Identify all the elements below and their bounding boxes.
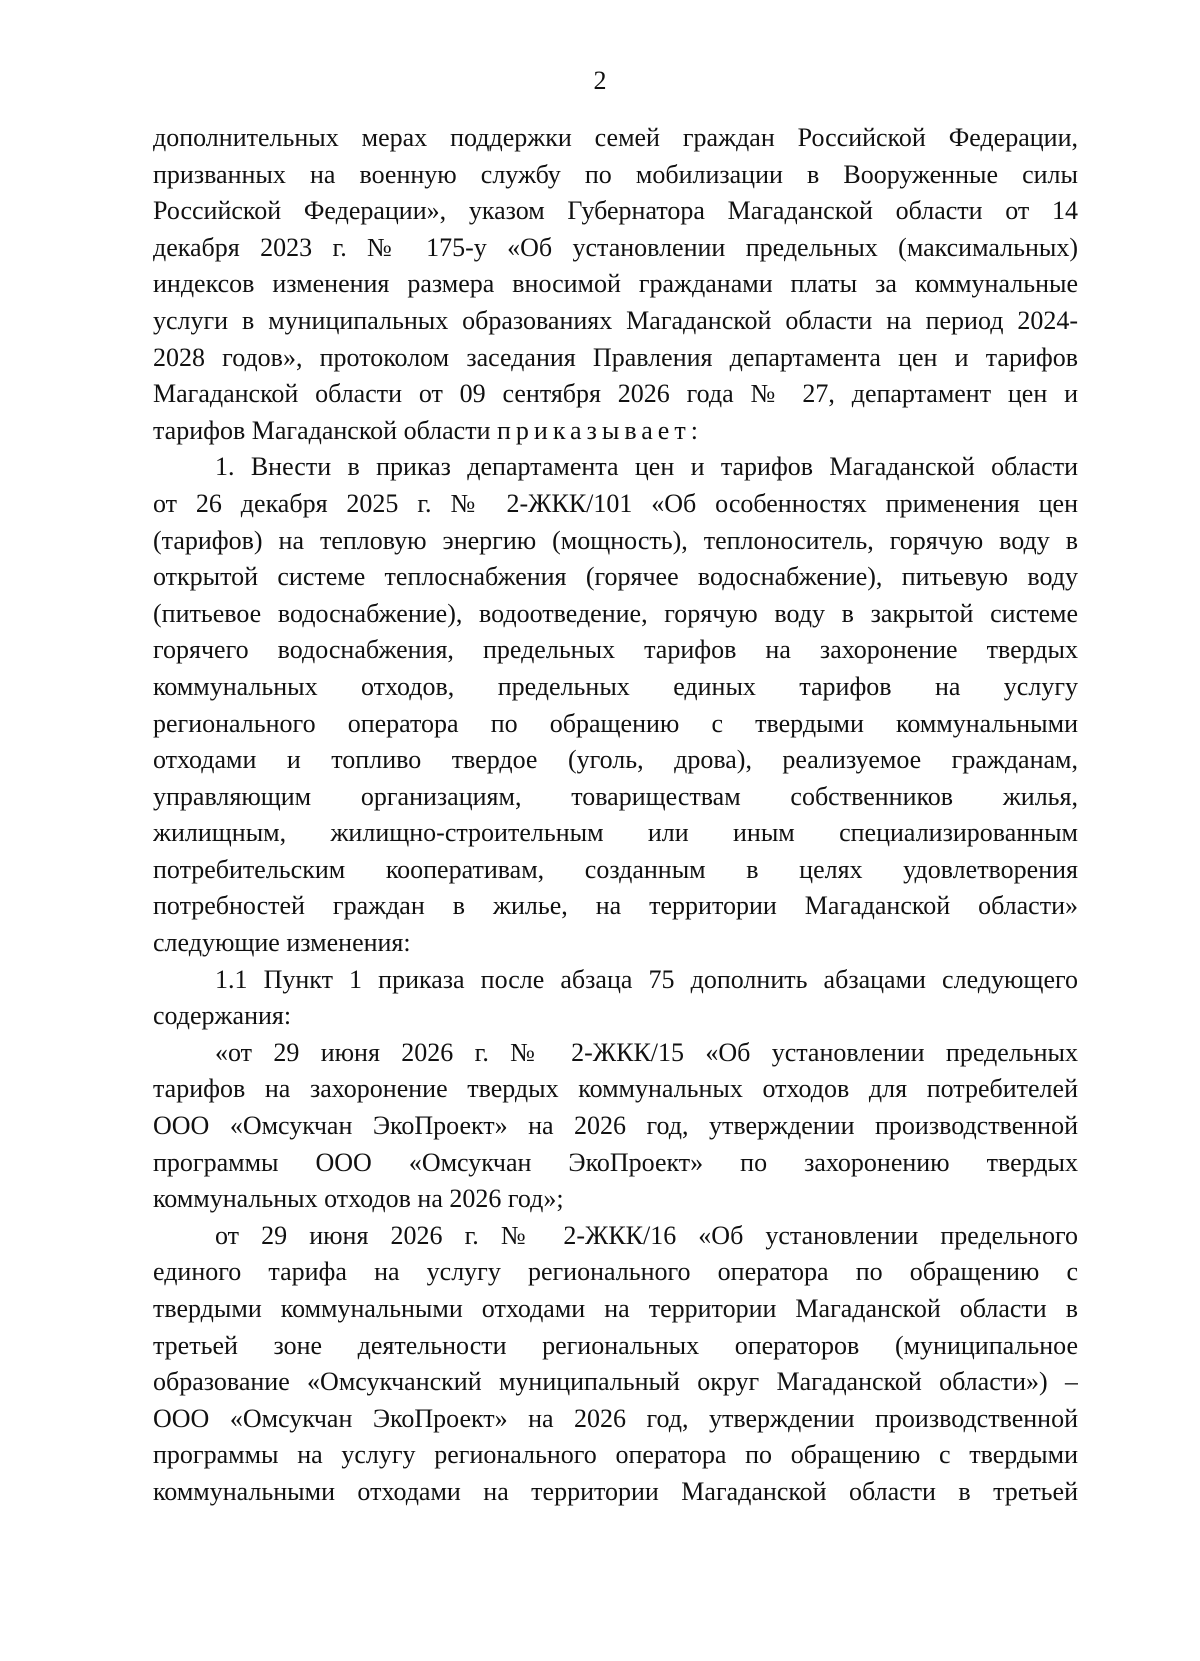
text-line: потребительским кооперативам, созданным в целях удовлетворения <box>153 854 1078 884</box>
text-line: третьей зоне деятельности региональных операторов (муниципальное <box>153 1330 1078 1360</box>
page-number: 2 <box>593 66 607 95</box>
text-line: открытой системе теплоснабжения (горячее водоснабжение), питьевую воду <box>153 562 1078 592</box>
text-line: от 26 декабря 2025 г. № 2-ЖКК/101 «Об особенностях применения цен <box>153 488 1078 518</box>
text-line: коммунальных отходов, предельных единых тарифов на услугу <box>153 671 1078 701</box>
text-line: (тарифов) на тепловую энергию (мощность), теплоноситель, горячую воду в <box>153 525 1078 555</box>
text-line: ООО «Омсукчан ЭкоПроект» на 2026 год, утверждении производственной <box>153 1111 1078 1141</box>
text-line: дополнительных мерах поддержки семей граждан Российской Федерации, <box>153 123 1078 152</box>
text-line: (питьевое водоснабжение), водоотведение, горячую воду в закрытой системе <box>153 598 1078 628</box>
text-line: содержания: <box>153 1001 292 1031</box>
text-line: горячего водоснабжения, предельных тарифов на захоронение твердых <box>153 635 1078 665</box>
text-line: услуги в муниципальных образованиях Магаданской области на период 2024- <box>153 305 1078 335</box>
text-line: отходами и топливо твердое (уголь, дрова), реализуемое гражданам, <box>153 745 1078 775</box>
text-line: от 29 июня 2026 г. № 2-ЖКК/16 «Об установлении предельного <box>215 1220 1078 1250</box>
text-line: коммунальных отходов на 2026 год»; <box>153 1184 564 1214</box>
text-line: единого тарифа на услугу регионального оператора по обращению с <box>153 1257 1078 1287</box>
text-line: декабря 2023 г. № 175-у «Об установлении предельных (максимальных) <box>153 232 1078 262</box>
text-line: программы ООО «Омсукчан ЭкоПроект» по захоронению твердых <box>153 1147 1078 1177</box>
text-line: Магаданской области от 09 сентября 2026 года № 27, департамент цен и <box>153 379 1078 409</box>
text-line: 1.1 Пункт 1 приказа после абзаца 75 дополнить абзацами следующего <box>215 964 1078 994</box>
text-line: программы на услугу регионального оператора по обращению с твердыми <box>153 1440 1078 1470</box>
text-line: индексов изменения размера вносимой гражданами платы за коммунальные <box>153 269 1078 299</box>
text-line: Российской Федерации», указом Губернатора Магаданской области от 14 <box>153 196 1078 226</box>
text-line: потребностей граждан в жилье, на территории Магаданской области» <box>153 891 1078 921</box>
text-line: управляющим организациям, товариществам собственников жилья, <box>153 781 1078 811</box>
document-body <box>153 120 1078 1511</box>
text-line: коммунальными отходами на территории Магаданской области в третьей <box>153 1476 1078 1506</box>
text-line <box>153 413 1078 450</box>
text-line: следующие изменения: <box>153 928 411 958</box>
text-line: 2028 годов», протоколом заседания Правления департамента цен и тарифов <box>153 342 1078 372</box>
text-line: «от 29 июня 2026 г. № 2-ЖКК/15 «Об установлении предельных <box>215 1037 1078 1067</box>
text-line: тарифов на захоронение твердых коммунальных отходов для потребителей <box>153 1074 1078 1104</box>
text-line: регионального оператора по обращению с твердыми коммунальными <box>153 708 1078 738</box>
text-line-part: тарифов Магаданской области <box>153 415 491 445</box>
text-line: жилищным, жилищно-строительным или иным специализированным <box>153 818 1078 848</box>
text-line: образование «Омсукчанский муниципальный округ Магаданской области») – <box>153 1367 1078 1397</box>
text-line: 1. Внести в приказ департамента цен и тарифов Магаданской области <box>215 452 1078 482</box>
text-line: ООО «Омсукчан ЭкоПроект» на 2026 год, утверждении производственной <box>153 1403 1078 1433</box>
text-line: твердыми коммунальными отходами на территории Магаданской области в <box>153 1294 1078 1323</box>
order-verb: приказывает: <box>496 415 703 445</box>
text-line: призванных на военную службу по мобилизации в Вооруженные силы <box>153 159 1078 189</box>
